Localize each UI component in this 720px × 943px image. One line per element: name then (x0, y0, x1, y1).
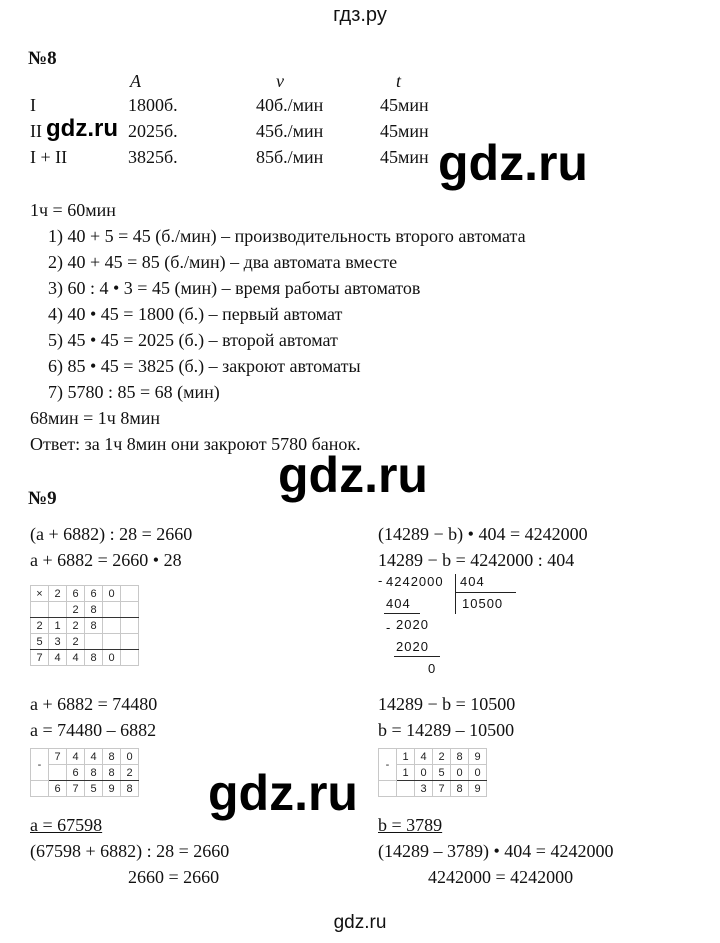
digit: 9 (469, 781, 487, 797)
digit: 4 (415, 749, 433, 765)
digit: 8 (85, 602, 103, 618)
equation: b = 14289 – 10500 (378, 720, 515, 740)
division-bar (455, 574, 456, 614)
division-line (384, 613, 420, 614)
row-time: 45мин (380, 121, 429, 141)
digit: 8 (451, 781, 469, 797)
division-remainder: 2020 (396, 617, 429, 632)
conversion: 1ч = 60мин (30, 200, 116, 220)
digit (49, 602, 67, 618)
digit: 2 (67, 634, 85, 650)
step: 3) 60 : 4 • 3 = 45 (мин) – время работы автоматов (48, 278, 421, 298)
watermark: gdz.ru (208, 765, 358, 821)
equation: a = 74480 – 6882 (30, 720, 157, 740)
dividend: 4242000 (386, 574, 444, 589)
digit: 1 (49, 618, 67, 634)
row-amount: 1800б. (128, 95, 178, 115)
digit: 4 (67, 749, 85, 765)
row-amount: 2025б. (128, 121, 178, 141)
col-header-t: t (396, 71, 402, 91)
digit: 8 (121, 781, 139, 797)
division-minus: - (386, 620, 392, 635)
digit: 8 (103, 765, 121, 781)
digit: 2 (67, 602, 85, 618)
digit: 0 (103, 650, 121, 666)
watermark: gdz.ru (438, 135, 588, 191)
check: 4242000 = 4242000 (428, 867, 574, 887)
digit: 2 (67, 618, 85, 634)
check: 2660 = 2660 (128, 867, 220, 887)
digit: 8 (85, 650, 103, 666)
site-footer: gdz.ru (333, 912, 387, 933)
step: 4) 40 • 45 = 1800 (б.) – первый автомат (48, 304, 343, 324)
digit: 4 (67, 650, 85, 666)
division-step: 2020 (396, 639, 429, 654)
task-8-number: №8 (28, 48, 57, 69)
digit: 2 (121, 765, 139, 781)
row-label: I (30, 95, 36, 115)
quotient: 10500 (462, 596, 504, 611)
row-rate: 85б./мин (256, 147, 324, 167)
step: 7) 5780 : 85 = 68 (мин) (48, 382, 220, 402)
multiplication-grid (30, 585, 139, 666)
digit (85, 634, 103, 650)
result: a = 67598 (30, 815, 103, 835)
operator-sign: × (31, 586, 49, 602)
digit: 7 (31, 650, 49, 666)
digit: 5 (433, 765, 451, 781)
equation: (14289 − b) • 404 = 4242000 (378, 524, 588, 544)
digit: 6 (49, 781, 67, 797)
equation: a + 6882 = 74480 (30, 694, 158, 714)
digit: 2 (49, 586, 67, 602)
digit (103, 634, 121, 650)
digit: 9 (103, 781, 121, 797)
check: (67598 + 6882) : 28 = 2660 (30, 841, 230, 861)
subtraction-grid (30, 748, 139, 797)
watermark: gdz.ru (46, 115, 118, 142)
digit: 2 (433, 749, 451, 765)
col-header-v: v (276, 71, 284, 91)
digit: 0 (103, 586, 121, 602)
equation: 14289 − b = 4242000 : 404 (378, 550, 575, 570)
equation: 14289 − b = 10500 (378, 694, 516, 714)
row-time: 45мин (380, 95, 429, 115)
digit (103, 602, 121, 618)
site-header: гдз.ру (333, 4, 387, 26)
digit: 0 (415, 765, 433, 781)
step: 6) 85 • 45 = 3825 (б.) – закроют автоматы (48, 356, 361, 376)
digit: 7 (67, 781, 85, 797)
col-header-a: A (130, 71, 141, 91)
digit: 8 (103, 749, 121, 765)
step: 1) 40 + 5 = 45 (б./мин) – производительность второго автомата (48, 226, 526, 246)
digit: 4 (85, 749, 103, 765)
result: b = 3789 (378, 815, 443, 835)
equation: a + 6882 = 2660 • 28 (30, 550, 182, 570)
digit: 2 (31, 618, 49, 634)
step: 5) 45 • 45 = 2025 (б.) – второй автомат (48, 330, 338, 350)
digit: 1 (397, 749, 415, 765)
digit: 9 (469, 749, 487, 765)
digit: 0 (121, 749, 139, 765)
subtraction-grid (378, 748, 487, 797)
divisor: 404 (460, 574, 485, 589)
division-remainder: 0 (428, 661, 437, 676)
digit: 0 (469, 765, 487, 781)
answer: Ответ: за 1ч 8мин они закроют 5780 банок. (30, 434, 361, 454)
digit: 6 (67, 765, 85, 781)
digit: 7 (433, 781, 451, 797)
digit: 8 (85, 618, 103, 634)
digit: 8 (451, 749, 469, 765)
task-9-number: №9 (28, 488, 57, 509)
operator-sign: - (379, 749, 397, 781)
digit (49, 765, 67, 781)
digit (103, 618, 121, 634)
row-label: I + II (30, 147, 68, 167)
division-minus: - (378, 573, 384, 588)
digit: 7 (49, 749, 67, 765)
digit: 1 (397, 765, 415, 781)
divisor-line (456, 592, 516, 593)
row-amount: 3825б. (128, 147, 178, 167)
step: 2) 40 + 45 = 85 (б./мин) – два автомата вместе (48, 252, 398, 272)
watermark: gdz.ru (278, 447, 428, 503)
digit: 5 (31, 634, 49, 650)
row-rate: 40б./мин (256, 95, 324, 115)
digit: 3 (415, 781, 433, 797)
equation: (a + 6882) : 28 = 2660 (30, 524, 193, 544)
result: 68мин = 1ч 8мин (30, 408, 161, 428)
digit: 3 (49, 634, 67, 650)
check: (14289 – 3789) • 404 = 4242000 (378, 841, 614, 861)
row-time: 45мин (380, 147, 429, 167)
digit: 6 (85, 586, 103, 602)
row-rate: 45б./мин (256, 121, 324, 141)
digit: 4 (49, 650, 67, 666)
row-label: II (30, 121, 42, 141)
division-line (394, 656, 440, 657)
digit: 0 (451, 765, 469, 781)
digit: 8 (85, 765, 103, 781)
division-step: 404 (386, 596, 411, 611)
operator-sign: - (31, 749, 49, 781)
digit (397, 781, 415, 797)
digit: 6 (67, 586, 85, 602)
digit: 5 (85, 781, 103, 797)
